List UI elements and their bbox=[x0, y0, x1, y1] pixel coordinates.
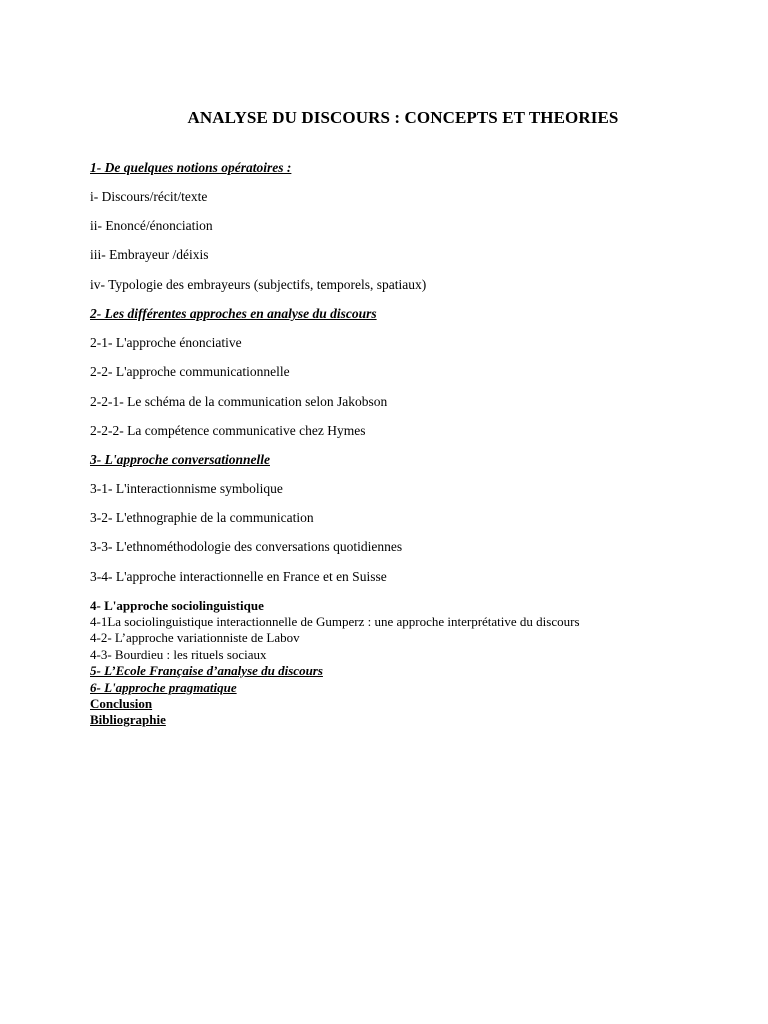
section-2-item: 2-2-1- Le schéma de la communication selon Jakobson bbox=[90, 394, 388, 409]
section-5-heading: 5- L’Ecole Française d’analyse du discours bbox=[90, 663, 323, 678]
section-2-item: 2-1- L'approche énonciative bbox=[90, 335, 242, 350]
section-4-heading: 4- L'approche sociolinguistique bbox=[90, 598, 264, 613]
section-3-heading: 3- L'approche conversationnelle bbox=[90, 452, 270, 467]
section-2-item: 2-2- L'approche communicationnelle bbox=[90, 364, 290, 379]
section-4-item: 4-2- L’approche variationniste de Labov bbox=[90, 630, 300, 645]
section-4-item: 4-3- Bourdieu : les rituels sociaux bbox=[90, 647, 267, 662]
section-1-item: iv- Typologie des embrayeurs (subjectifs, temporels, spatiaux) bbox=[90, 277, 427, 292]
conclusion-heading: Conclusion bbox=[90, 696, 153, 711]
section-3-item: 3-2- L'ethnographie de la communication bbox=[90, 510, 314, 525]
section-2-item: 2-2-2- La compétence communicative chez Hymes bbox=[90, 423, 366, 438]
section-3-item: 3-3- L'ethnométhodologie des conversations quotidiennes bbox=[90, 539, 403, 554]
document-title: ANALYSE DU DISCOURS : CONCEPTS ET THEORIES bbox=[187, 108, 619, 127]
section-1-item: ii- Enoncé/énonciation bbox=[90, 218, 213, 233]
section-6-heading: 6- L'approche pragmatique bbox=[90, 680, 237, 695]
bibliography-heading: Bibliographie bbox=[90, 712, 166, 727]
section-3-item: 3-4- L'approche interactionnelle en France et en Suisse bbox=[90, 569, 387, 584]
section-1-item: iii- Embrayeur /déixis bbox=[90, 247, 209, 262]
section-2-heading: 2- Les différentes approches en analyse du discours bbox=[90, 306, 377, 321]
section-3-item: 3-1- L'interactionnisme symbolique bbox=[90, 481, 283, 496]
section-4-item: 4-1La sociolinguistique interactionnelle de Gumperz : une approche interprétative du discours bbox=[90, 614, 580, 629]
section-1-heading: 1- De quelques notions opératoires : bbox=[90, 160, 292, 175]
section-1-item: i- Discours/récit/texte bbox=[90, 189, 208, 204]
